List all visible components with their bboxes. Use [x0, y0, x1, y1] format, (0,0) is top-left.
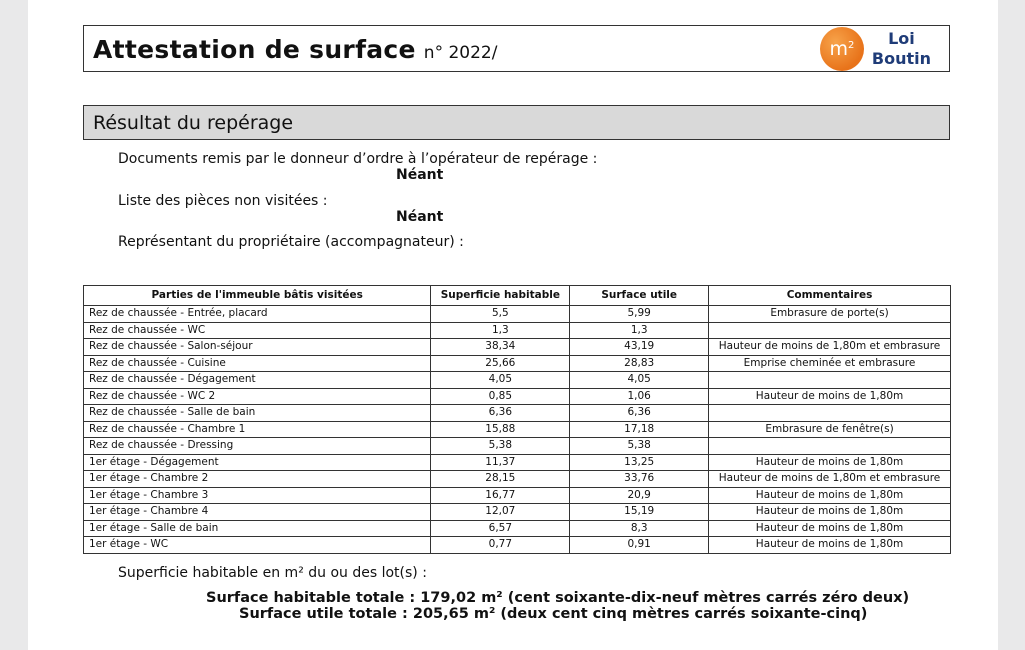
header-superficie-habitable: Superficie habitable: [431, 286, 570, 306]
cell-habitable: 38,34: [431, 339, 570, 356]
loi-boutin-logo: [820, 29, 931, 69]
table-row: [84, 504, 951, 521]
document-title: [93, 35, 497, 64]
cell-utile: 6,36: [570, 405, 709, 422]
summary-label: Superficie habitable en m² du ou des lot(s) :: [118, 565, 427, 581]
total-habitable: Surface habitable totale : 179,02 m² (cent soixante-dix-neuf mètres carrés zéro deux): [206, 590, 910, 606]
cell-comment: Hauteur de moins de 1,80m et embrasure: [709, 339, 951, 356]
table-row: [84, 471, 951, 488]
logo-mark: m: [829, 38, 848, 60]
table-row: [84, 421, 951, 438]
table-row: [84, 339, 951, 356]
cell-room: 1er étage - Chambre 3: [84, 487, 431, 504]
cell-habitable: 25,66: [431, 355, 570, 372]
table-row: [84, 487, 951, 504]
cell-room: Rez de chaussée - Chambre 1: [84, 421, 431, 438]
cell-utile: 28,83: [570, 355, 709, 372]
cell-comment: [709, 322, 951, 339]
cell-utile: 4,05: [570, 372, 709, 389]
title-text: Attestation de surface: [93, 35, 416, 64]
logo-line-2: Boutin: [871, 49, 931, 68]
section-header: [83, 105, 950, 140]
cell-utile: 1,3: [570, 322, 709, 339]
cell-habitable: 4,05: [431, 372, 570, 389]
cell-habitable: 15,88: [431, 421, 570, 438]
cell-utile: 15,19: [570, 504, 709, 521]
cell-habitable: 6,36: [431, 405, 570, 422]
logo-line-1: Loi: [888, 29, 915, 48]
cell-utile: 20,9: [570, 487, 709, 504]
cell-comment: Embrasure de fenêtre(s): [709, 421, 951, 438]
table-row: [84, 372, 951, 389]
table-row: [84, 355, 951, 372]
cell-utile: 1,06: [570, 388, 709, 405]
cell-room: 1er étage - Dégagement: [84, 454, 431, 471]
cell-comment: Hauteur de moins de 1,80m: [709, 537, 951, 554]
cell-comment: Hauteur de moins de 1,80m: [709, 454, 951, 471]
table-row: [84, 520, 951, 537]
table-row: [84, 438, 951, 455]
cell-comment: [709, 405, 951, 422]
cell-room: Rez de chaussée - WC: [84, 322, 431, 339]
table-row: [84, 454, 951, 471]
cell-room: 1er étage - Chambre 4: [84, 504, 431, 521]
non-visited-value: Néant: [396, 209, 444, 225]
documents-label: Documents remis par le donneur d’ordre à l’opérateur de repérage :: [118, 151, 598, 167]
cell-room: 1er étage - Salle de bain: [84, 520, 431, 537]
table-row: [84, 388, 951, 405]
cell-comment: [709, 372, 951, 389]
cell-room: Rez de chaussée - Salon-séjour: [84, 339, 431, 356]
header-surface-utile: Surface utile: [570, 286, 709, 306]
non-visited-label: Liste des pièces non visitées :: [118, 193, 328, 209]
cell-comment: Hauteur de moins de 1,80m: [709, 388, 951, 405]
cell-habitable: 28,15: [431, 471, 570, 488]
table-header-row: [84, 286, 951, 306]
cell-utile: 17,18: [570, 421, 709, 438]
cell-habitable: 5,5: [431, 306, 570, 323]
header-parties: Parties de l'immeuble bâtis visitées: [84, 286, 431, 306]
logo-superscript: 2: [847, 39, 855, 51]
cell-room: Rez de chaussée - WC 2: [84, 388, 431, 405]
cell-utile: 33,76: [570, 471, 709, 488]
cell-comment: Hauteur de moins de 1,80m et embrasure: [709, 471, 951, 488]
cell-utile: 5,99: [570, 306, 709, 323]
cell-habitable: 11,37: [431, 454, 570, 471]
cell-habitable: 16,77: [431, 487, 570, 504]
cell-habitable: 5,38: [431, 438, 570, 455]
cell-room: 1er étage - WC: [84, 537, 431, 554]
cell-habitable: 12,07: [431, 504, 570, 521]
cell-comment: [709, 438, 951, 455]
cell-utile: 5,38: [570, 438, 709, 455]
cell-habitable: 1,3: [431, 322, 570, 339]
cell-habitable: 0,85: [431, 388, 570, 405]
cell-comment: Hauteur de moins de 1,80m: [709, 520, 951, 537]
table-row: [84, 322, 951, 339]
document-page: [28, 0, 998, 650]
cell-room: Rez de chaussée - Salle de bain: [84, 405, 431, 422]
cell-room: Rez de chaussée - Entrée, placard: [84, 306, 431, 323]
cell-habitable: 6,57: [431, 520, 570, 537]
section-title: Résultat du repérage: [93, 112, 294, 134]
cell-utile: 0,91: [570, 537, 709, 554]
attestation-number: n° 2022/: [423, 43, 498, 63]
header-commentaires: Commentaires: [709, 286, 951, 306]
cell-room: Rez de chaussée - Cuisine: [84, 355, 431, 372]
representative-label: Représentant du propriétaire (accompagnateur) :: [118, 234, 464, 250]
cell-comment: Hauteur de moins de 1,80m: [709, 487, 951, 504]
header-box: [83, 25, 950, 72]
cell-utile: 13,25: [570, 454, 709, 471]
table-body: [84, 306, 951, 554]
cell-room: Rez de chaussée - Dressing: [84, 438, 431, 455]
cell-comment: Embrasure de porte(s): [709, 306, 951, 323]
table-row: [84, 537, 951, 554]
cell-comment: Hauteur de moins de 1,80m: [709, 504, 951, 521]
table-row: [84, 405, 951, 422]
cell-utile: 8,3: [570, 520, 709, 537]
table-row: [84, 306, 951, 323]
m2-logo-icon: [820, 27, 864, 71]
cell-habitable: 0,77: [431, 537, 570, 554]
logo-text: [872, 29, 931, 69]
documents-value: Néant: [396, 167, 444, 183]
cell-room: 1er étage - Chambre 2: [84, 471, 431, 488]
cell-room: Rez de chaussée - Dégagement: [84, 372, 431, 389]
rooms-table: [83, 285, 951, 554]
cell-comment: Emprise cheminée et embrasure: [709, 355, 951, 372]
total-utile: Surface utile totale : 205,65 m² (deux cent cinq mètres carrés soixante-cinq): [239, 606, 868, 622]
cell-utile: 43,19: [570, 339, 709, 356]
